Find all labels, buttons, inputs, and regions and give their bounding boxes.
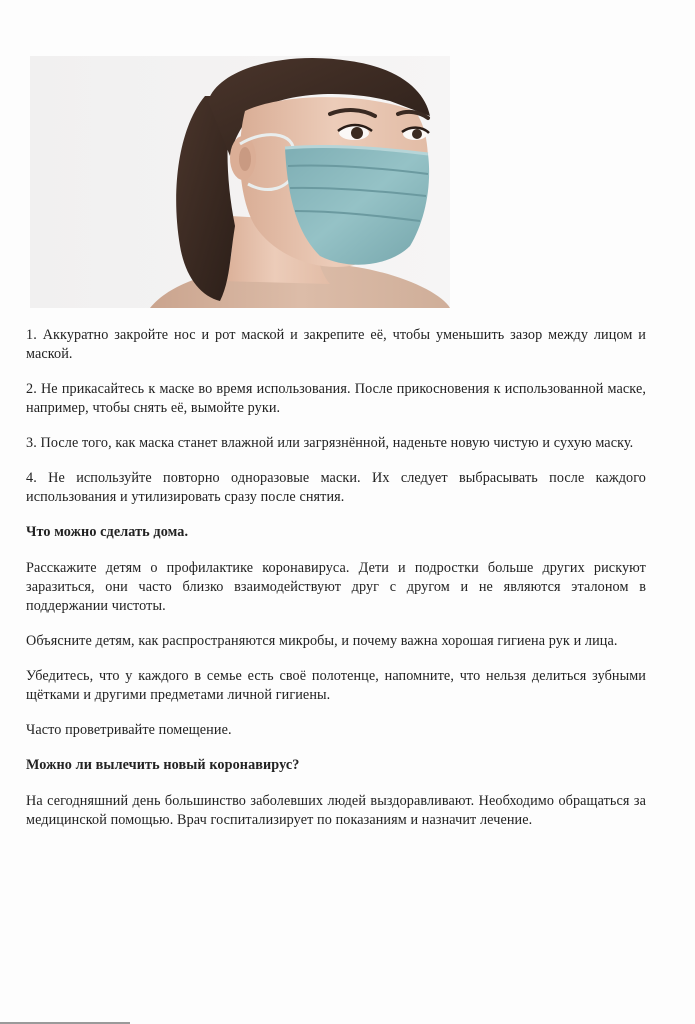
home-paragraph-2: Объясните детям, как распространяются микробы, и почему важна хорошая гигиена рук и лица. bbox=[26, 633, 618, 649]
home-paragraph-4: Часто проветривайте помещение. bbox=[26, 722, 232, 738]
document-body bbox=[26, 326, 646, 846]
home-paragraph-1: Расскажите детям о профилактике коронавируса. Дети и подростки больше других рискуют заразиться, они часто близко взаимодействуют друг с другом и не являются эталоном в поддержании чистоты. bbox=[26, 560, 646, 614]
mask-instruction-2: 2. Не прикасайтесь к маске во время использования. После прикосновения к использованной маске, например, чтобы снять её, вымойте руки. bbox=[26, 381, 646, 416]
mask-instruction-1: 1. Аккуратно закройте нос и рот маской и закрепите её, чтобы уменьшить зазор между лицом и маской. bbox=[26, 327, 646, 362]
mask-instruction-3: 3. После того, как маска станет влажной или загрязнённой, наденьте новую чистую и сухую маску. bbox=[26, 435, 634, 451]
treatment-paragraph-1: На сегодняшний день большинство заболевших людей выздоравливают. Необходимо обращаться за медицинской помощью. Врач госпитализирует по показаниям и назначит лечение. bbox=[26, 793, 646, 828]
woman-with-mask-photo bbox=[30, 56, 450, 308]
section-heading-treatment: Можно ли вылечить новый коронавирус? bbox=[26, 757, 300, 773]
home-paragraph-3: Убедитесь, что у каждого в семье есть своё полотенце, напомните, что нельзя делиться зубными щётками и другими предметами личной гигиены. bbox=[26, 668, 646, 703]
section-heading-home: Что можно сделать дома. bbox=[26, 524, 189, 540]
mask-instruction-4: 4. Не используйте повторно одноразовые маски. Их следует выбрасывать после каждого использования и утилизировать сразу после снятия. bbox=[26, 470, 646, 505]
mask-photo-illustration bbox=[30, 56, 450, 308]
